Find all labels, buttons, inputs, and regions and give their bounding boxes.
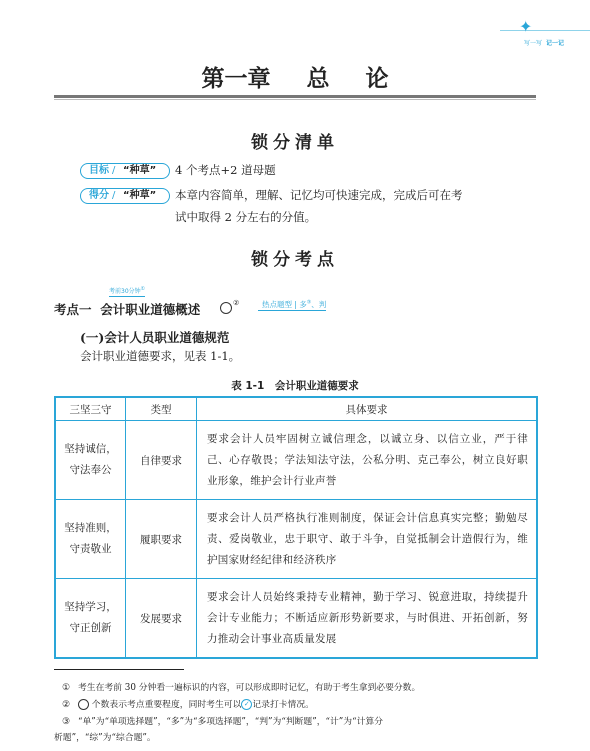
cell-principle-line2: 守正创新	[69, 622, 112, 634]
table-caption: 表 1-1 会计职业道德要求	[231, 380, 359, 392]
footnote-rule	[54, 669, 184, 670]
cell-principle-line1: 坚持学习，	[64, 601, 117, 613]
footnote-ref-2: ②	[233, 299, 240, 307]
table-header: 具体要求	[197, 397, 538, 421]
score-text	[175, 184, 463, 228]
cell-description: 要求会计人员严格执行准则制度，保证会计信息真实完整；勤勉尽责、爱岗敬业，忠于职守、敢于斗争，自觉抵制会计造假行为，维护国家财经纪律和经济秩序	[197, 500, 538, 579]
cell-principle	[55, 500, 126, 579]
score-text-line1: 本章内容简单，理解、记忆均可快速完成，完成后可在考	[175, 188, 463, 202]
cell-type: 自律要求	[126, 421, 197, 500]
score-tag	[80, 188, 170, 204]
cell-principle	[55, 421, 126, 500]
cell-type: 发展要求	[126, 579, 197, 659]
table-header: 三坚三守	[55, 397, 126, 421]
cell-principle-line1: 坚持诚信，	[64, 443, 117, 455]
time-badge-text: 考前30分钟	[109, 288, 141, 295]
section-title-checklist: 锁分清单	[251, 133, 339, 153]
score-tag-key: 得分	[89, 190, 109, 201]
chapter-rule-thick	[54, 95, 536, 98]
footnote-3	[54, 714, 538, 746]
table-row	[55, 421, 537, 500]
chapter-title	[0, 60, 590, 93]
checkin-circle-icon[interactable]	[220, 302, 232, 314]
goal-tag-key: 目标	[89, 165, 109, 176]
tag-divider: /	[112, 190, 116, 201]
footnote-text: 个数表示考点重要程度，同时考生可以	[91, 700, 242, 710]
score-text-line2: 试中取得 2 分左右的分值。	[175, 210, 317, 224]
footnote-2	[54, 697, 538, 713]
subsection-body: 会计职业道德要求，见表 1-1。	[80, 349, 241, 363]
chapter-title-char2: 论	[365, 65, 389, 92]
goal-tag	[80, 163, 170, 179]
goal-tag-value: “种草”	[123, 165, 157, 176]
table-row	[55, 579, 537, 659]
check-circle-icon: ✓	[241, 699, 252, 710]
table-header: 类型	[126, 397, 197, 421]
goal-text: 4 个考点+2 道母题	[175, 163, 276, 177]
cell-principle-line2: 守责敬业	[69, 543, 112, 555]
footnote-number: ③	[62, 717, 70, 727]
cell-type: 履职要求	[126, 500, 197, 579]
chapter-rule-thin	[54, 99, 536, 100]
cell-principle-line2: 守法奉公	[69, 464, 112, 476]
ribbon-text-note: 记一记	[546, 40, 565, 47]
table-row	[55, 500, 537, 579]
ribbon-text-write: 写一写	[524, 40, 543, 47]
footnote-number: ①	[62, 683, 70, 693]
ribbon-line	[500, 30, 590, 31]
footnote-ref-3: ③	[306, 299, 312, 306]
hot-types-text: 热点题型 | 多	[262, 300, 307, 309]
footnote-text: 考生在考前 30 分钟看一遍标识的内容，可以形成即时记忆，有助于考生拿到必要分数。	[78, 683, 421, 693]
requirements-table	[54, 396, 538, 659]
footnote-ref-1: ①	[140, 286, 146, 292]
footnote-text: 记录打卡情况。	[252, 700, 314, 710]
score-tag-value: “种草”	[123, 190, 157, 201]
chapter-number: 第一章	[201, 65, 271, 92]
table-header-row	[55, 397, 537, 421]
cell-description: 要求会计人员牢固树立诚信理念，以诚立身、以信立业，严于律己、心存敬畏；学法知法守法，公私分明、克己奉公，树立良好职业形象，维护会计行业声誉	[197, 421, 538, 500]
hot-types-tail: 、判	[311, 300, 327, 309]
cell-principle	[55, 579, 126, 659]
footnote-1	[54, 680, 538, 696]
ribbon-text	[524, 38, 564, 47]
section-title-points: 锁分考点	[251, 250, 339, 270]
point-heading	[54, 300, 200, 318]
subsection-title: (一)会计人员职业道德规范	[80, 330, 230, 345]
footnote-number: ②	[62, 700, 70, 710]
tag-divider: /	[112, 165, 116, 176]
circle-icon	[78, 699, 89, 710]
time-badge	[109, 285, 145, 297]
cell-principle-line1: 坚持准则，	[64, 522, 117, 534]
footnote-text: “单”为“单项选择题”，“多”为“多项选择题”，“判”为“判断题”，“计”为“计算分	[78, 717, 383, 727]
footnote-text: 析题”，“综”为“综合题”。	[54, 733, 156, 743]
notes-ribbon	[500, 14, 590, 54]
sparkle-icon: ✦	[519, 17, 533, 36]
chapter-title-char1: 总	[306, 65, 330, 92]
hot-question-types	[258, 299, 326, 311]
point-title: 会计职业道德概述	[100, 302, 201, 317]
cell-description: 要求会计人员始终秉持专业精神，勤于学习、锐意进取，持续提升会计专业能力；不断适应新形势新要求，与时俱进、开拓创新，努力推动会计事业高质量发展	[197, 579, 538, 659]
point-label: 考点一	[54, 302, 92, 317]
